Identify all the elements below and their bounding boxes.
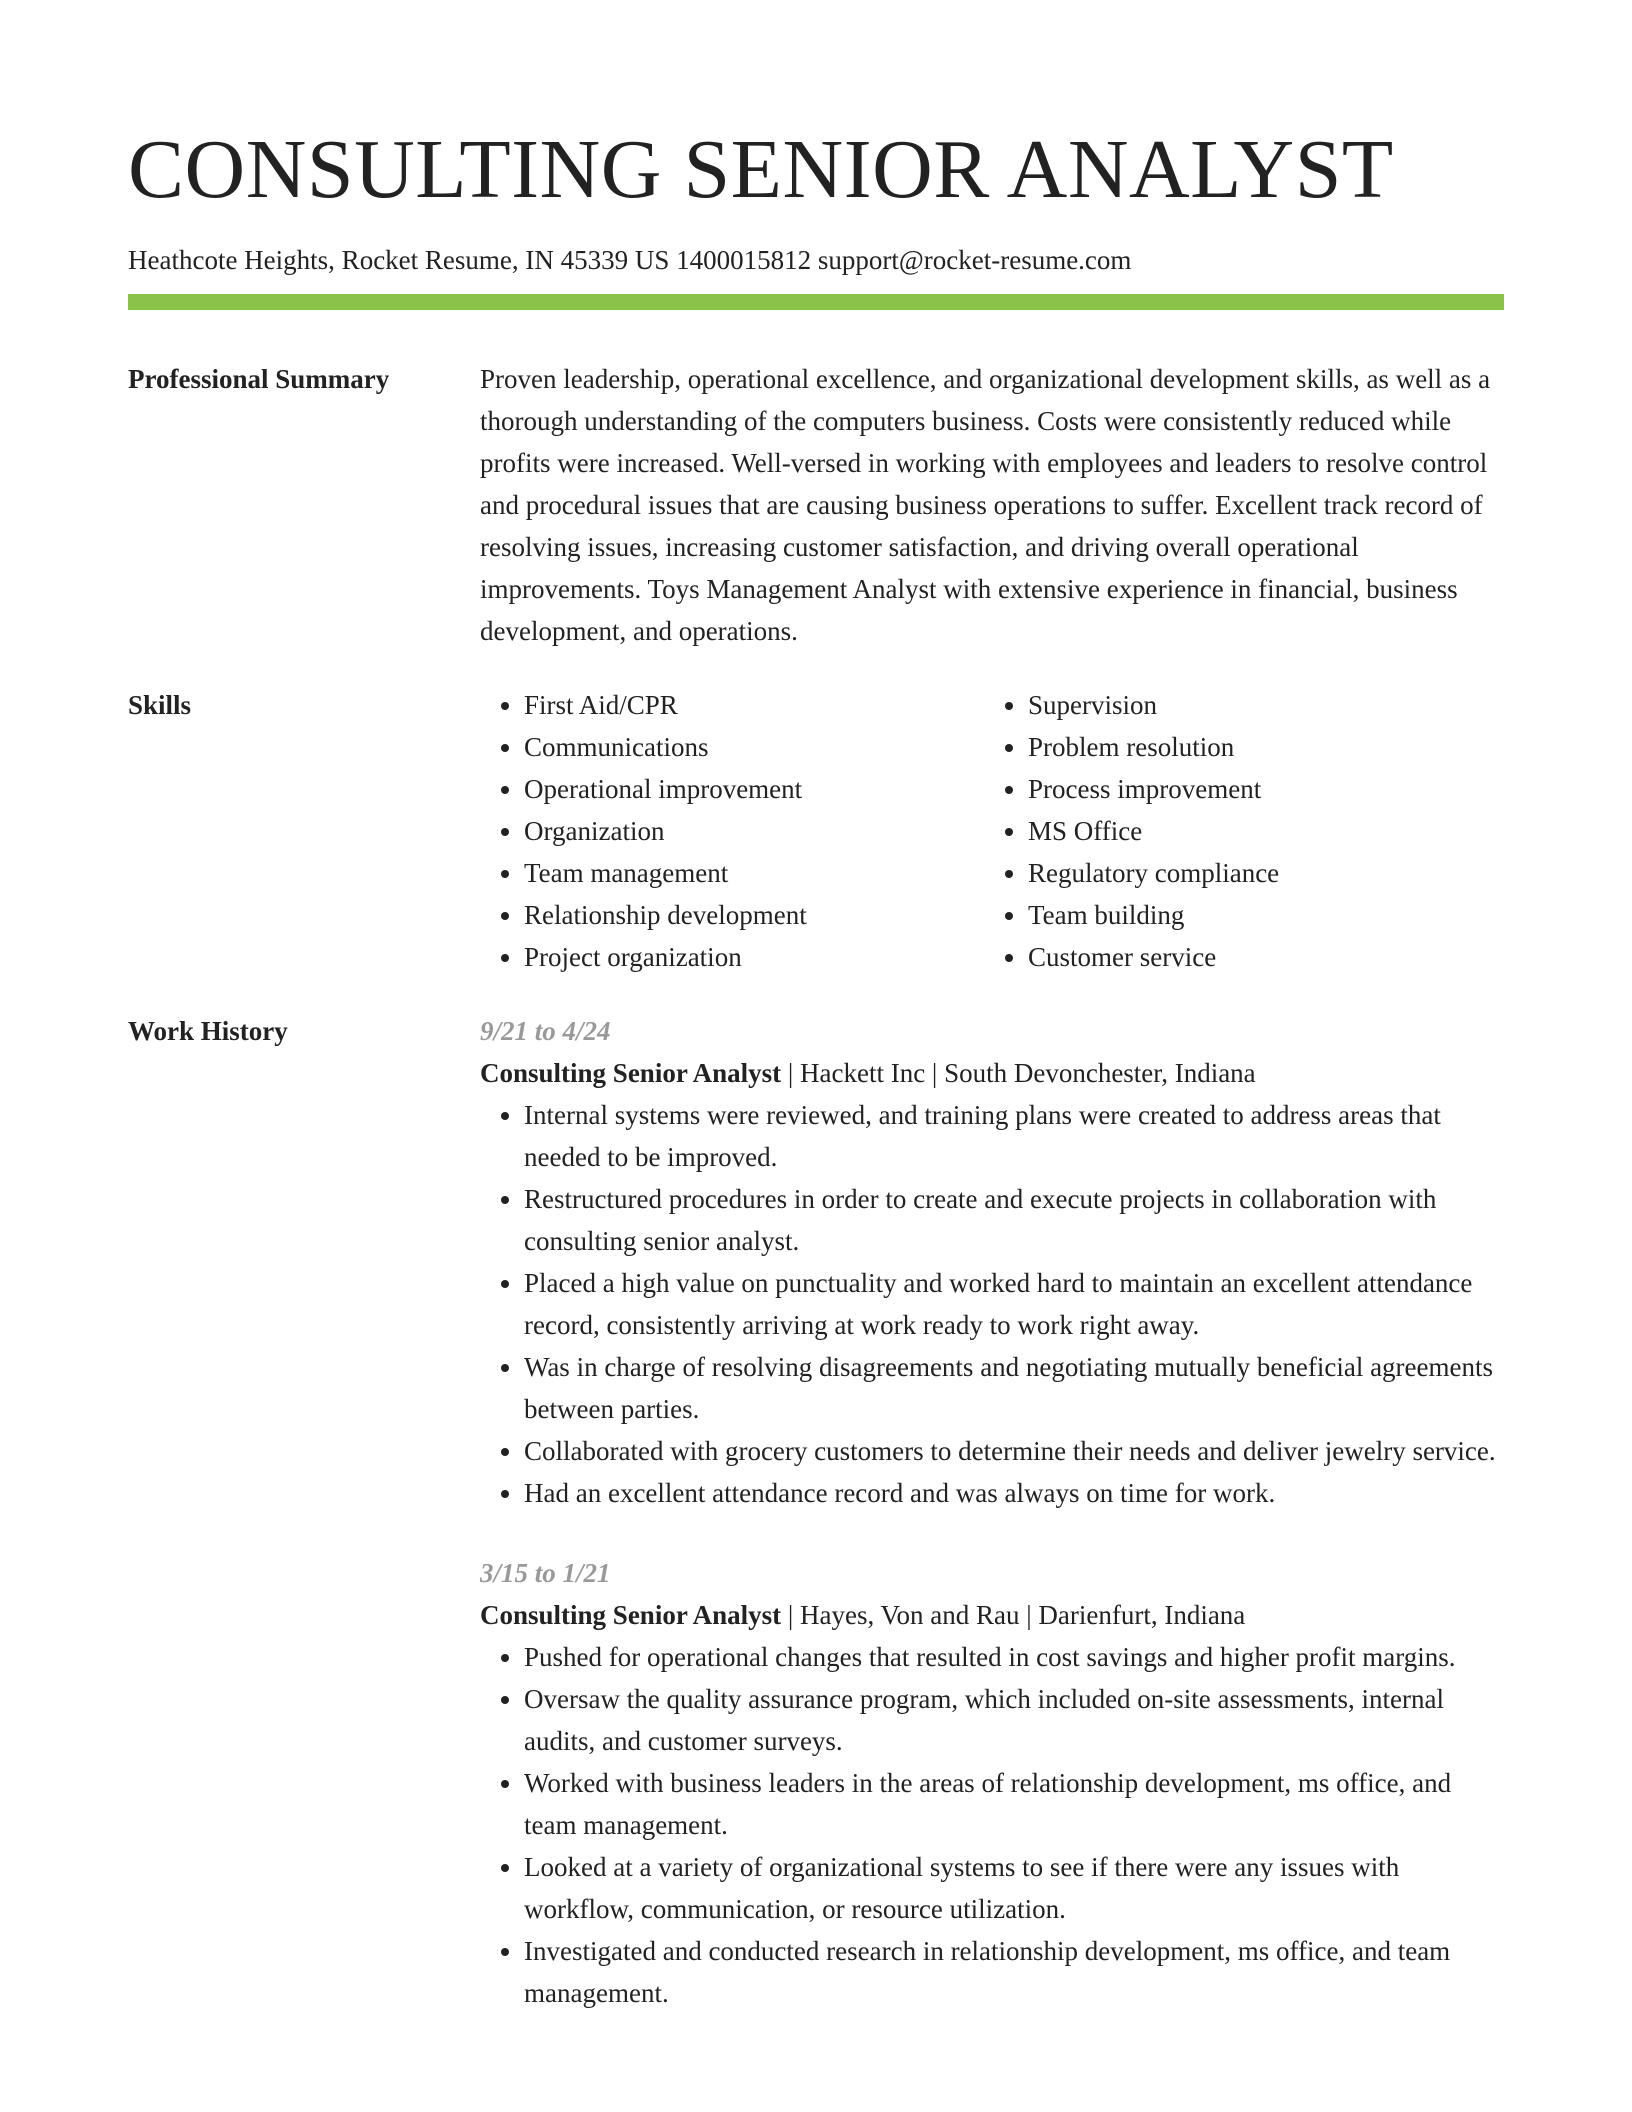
skills-list-right [984, 684, 1488, 978]
job-entry [480, 1552, 1504, 2014]
job-bullet: • Looked at a variety of organizational systems to see if there were any issues with workflow, communication, or resource utilization. [524, 1846, 1504, 1930]
summary-section [128, 358, 1504, 652]
job-bullet: • Collaborated with grocery customers to determine their needs and deliver jewelry service. [524, 1430, 1504, 1472]
contact-line: Heathcote Heights, Rocket Resume, IN 45339 US 1400015812 support@rocket-resume.com [128, 245, 1132, 275]
job-bullet: • Restructured procedures in order to create and execute projects in collaboration with consulting senior analyst. [524, 1178, 1504, 1262]
skill-item: • MS Office [1028, 810, 1488, 852]
skill-item: • Regulatory compliance [1028, 852, 1488, 894]
job-bullet: • Had an excellent attendance record and was always on time for work. [524, 1472, 1504, 1514]
job-bullet: • Investigated and conducted research in relationship development, ms office, and team management. [524, 1930, 1504, 2014]
resume-title: CONSULTING SENIOR ANALYST [128, 123, 1394, 216]
job-bullet: • Placed a high value on punctuality and worked hard to maintain an excellent attendance record, consistently arriving at work ready to work right away. [524, 1262, 1504, 1346]
job-bullet: • Pushed for operational changes that resulted in cost savings and higher profit margins. [524, 1636, 1504, 1678]
skill-item: • Relationship development [524, 894, 984, 936]
section-label-skills: Skills [128, 690, 192, 720]
resume-page [128, 118, 1504, 2014]
skill-item: • Problem resolution [1028, 726, 1488, 768]
work-history-section [128, 1010, 1504, 2014]
job-heading [480, 1594, 1504, 1636]
job-bullet: • Was in charge of resolving disagreements and negotiating mutually beneficial agreements between parties. [524, 1346, 1504, 1430]
job-dates: 9/21 to 4/24 [480, 1016, 611, 1046]
skill-item: • Supervision [1028, 684, 1488, 726]
skill-item: • Operational improvement [524, 768, 984, 810]
skill-item: • Customer service [1028, 936, 1488, 978]
job-entry [480, 1010, 1504, 1514]
job-heading [480, 1052, 1504, 1094]
section-label-work-history: Work History [128, 1016, 288, 1046]
skill-item: • Communications [524, 726, 984, 768]
job-bullet-list [480, 1636, 1504, 2014]
skill-item: • First Aid/CPR [524, 684, 984, 726]
accent-divider [128, 294, 1504, 310]
section-label-summary: Professional Summary [128, 364, 390, 394]
skill-item: • Team management [524, 852, 984, 894]
job-details: | Hackett Inc | South Devonchester, Indiana [781, 1058, 1256, 1088]
job-title: Consulting Senior Analyst [480, 1600, 782, 1630]
job-bullet: • Worked with business leaders in the areas of relationship development, ms office, and team management. [524, 1762, 1504, 1846]
summary-text: Proven leadership, operational excellence, and organizational development skills, as well as a thorough understanding of the computers business. Costs were consistently reduced while profits were increased. Well-versed in working with employees and leaders to resolve control and procedural issues that are causing business operations to suffer. Excellent track record of resolving issues, increasing customer satisfaction, and driving overall operational improvements. Toys Management Analyst with extensive experience in financial, business development, and operations. [480, 364, 1491, 646]
job-bullet: • Internal systems were reviewed, and training plans were created to address areas that needed to be improved. [524, 1094, 1504, 1178]
skill-item: • Project organization [524, 936, 984, 978]
skill-item: • Team building [1028, 894, 1488, 936]
job-title: Consulting Senior Analyst [480, 1058, 782, 1088]
skills-section [128, 684, 1504, 978]
skill-item: • Organization [524, 810, 984, 852]
skills-list-left [480, 684, 984, 978]
job-details: | Hayes, Von and Rau | Darienfurt, Indiana [781, 1600, 1246, 1630]
job-bullet: • Oversaw the quality assurance program, which included on-site assessments, internal audits, and customer surveys. [524, 1678, 1504, 1762]
job-dates: 3/15 to 1/21 [480, 1558, 611, 1588]
skill-item: • Process improvement [1028, 768, 1488, 810]
job-bullet-list [480, 1094, 1504, 1514]
